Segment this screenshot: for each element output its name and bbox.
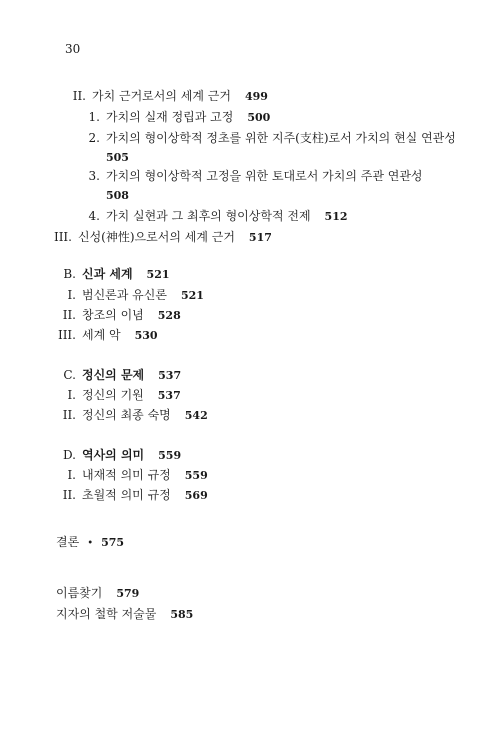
toc-entry-page: 579 <box>116 587 140 600</box>
toc-entry <box>56 266 170 283</box>
toc-entry-title: 가치 근거로서의 세계 근거 <box>92 89 231 103</box>
toc-entry-number: I. <box>67 388 76 402</box>
toc-entry-number: 2. <box>88 131 100 145</box>
toc-entry-page: 559 <box>184 469 208 482</box>
toc-entry-number: I. <box>67 288 76 302</box>
toc-entry-page: 575 <box>101 536 125 549</box>
toc-entry-title: 정신의 기원 <box>82 388 144 402</box>
toc-entry <box>56 307 181 324</box>
toc-entry-page: 585 <box>170 608 194 621</box>
toc-entry-title: 이름찾기 <box>56 586 103 600</box>
toc-entry-title: 정신의 문제 <box>82 368 145 382</box>
toc-entry-title: 가치의 형이상학적 정초를 위한 지주(支柱)로서 가치의 현실 연관성 <box>106 131 456 145</box>
toc-entry-title: 결론 <box>56 535 80 549</box>
bullet-icon: • <box>87 538 94 549</box>
toc-entry <box>66 88 268 105</box>
toc-entry <box>56 487 208 504</box>
toc-entry-number: 1. <box>88 110 100 124</box>
toc-entry <box>56 407 208 424</box>
toc-entry-number: III. <box>57 328 76 342</box>
toc-entry-page: 517 <box>248 231 272 244</box>
toc-entry-title: 신성(神性)으로서의 세계 근거 <box>78 230 235 244</box>
toc-entry-page: 521 <box>180 289 204 302</box>
toc-entry-title: 초월적 의미 규정 <box>82 488 171 502</box>
toc-entry-page: 508 <box>106 189 129 202</box>
toc-entry-title: 내재적 의미 규정 <box>82 468 171 482</box>
toc-entry-page: 569 <box>184 489 208 502</box>
toc-entry-number: III. <box>53 230 72 244</box>
toc-entry-page: 528 <box>157 309 181 322</box>
toc-entry-title: 창조의 이념 <box>82 308 144 322</box>
toc-entry-index <box>56 585 139 602</box>
toc-entry-title: 가치 실현과 그 최후의 형이상학적 전제 <box>106 209 311 223</box>
toc-entry-number: II. <box>62 488 76 502</box>
toc-entry-page: 530 <box>134 329 158 342</box>
toc-entry <box>56 287 204 304</box>
toc-entry-page: 512 <box>324 210 348 223</box>
toc-entry <box>56 387 181 404</box>
toc-entry-number: I. <box>67 468 76 482</box>
toc-entry <box>80 208 348 225</box>
toc-entry-number: II. <box>62 308 76 322</box>
toc-entry <box>56 327 158 344</box>
page-number: 30 <box>65 42 81 56</box>
toc-entry <box>80 168 423 184</box>
toc-entry-page: 521 <box>146 268 170 281</box>
toc-entry-page: 542 <box>184 409 208 422</box>
toc-entry-page: 559 <box>158 449 182 462</box>
toc-entry-title: 역사의 의미 <box>82 448 145 462</box>
toc-entry <box>80 109 270 126</box>
toc-entry-number: II. <box>62 408 76 422</box>
toc-entry-title: 신과 세계 <box>82 267 133 281</box>
toc-entry-conclusion <box>56 534 124 552</box>
toc-entry <box>56 367 181 384</box>
toc-entry-title: 정신의 최종 숙명 <box>82 408 171 422</box>
toc-entry-page: 499 <box>244 90 268 103</box>
toc-entry-page: 537 <box>157 389 181 402</box>
toc-entry-page: 505 <box>106 151 129 164</box>
toc-entry-title: 가치의 형이상학적 고정을 위한 토대로서 가치의 주관 연관성 <box>106 169 423 183</box>
toc-entry-title: 세계 악 <box>82 328 121 342</box>
toc-entry <box>56 447 181 464</box>
toc-entry <box>52 229 272 246</box>
toc-entry-number: D. <box>62 448 76 462</box>
toc-entry-number: 3. <box>88 169 100 183</box>
toc-entry-number: 4. <box>88 209 100 223</box>
toc-entry-page: 500 <box>247 111 271 124</box>
toc-entry <box>80 130 456 146</box>
toc-entry-number: C. <box>63 368 76 382</box>
toc-entry-works <box>56 606 193 623</box>
toc-entry-title: 가치의 실재 정립과 고정 <box>106 110 234 124</box>
toc-entry-number: B. <box>63 267 76 281</box>
toc-entry-title: 범신론과 유신론 <box>82 288 167 302</box>
toc-entry-number: II. <box>72 89 86 103</box>
toc-entry <box>56 467 208 484</box>
toc-entry-page: 537 <box>158 369 182 382</box>
toc-entry-title: 지자의 철학 저술물 <box>56 607 157 621</box>
